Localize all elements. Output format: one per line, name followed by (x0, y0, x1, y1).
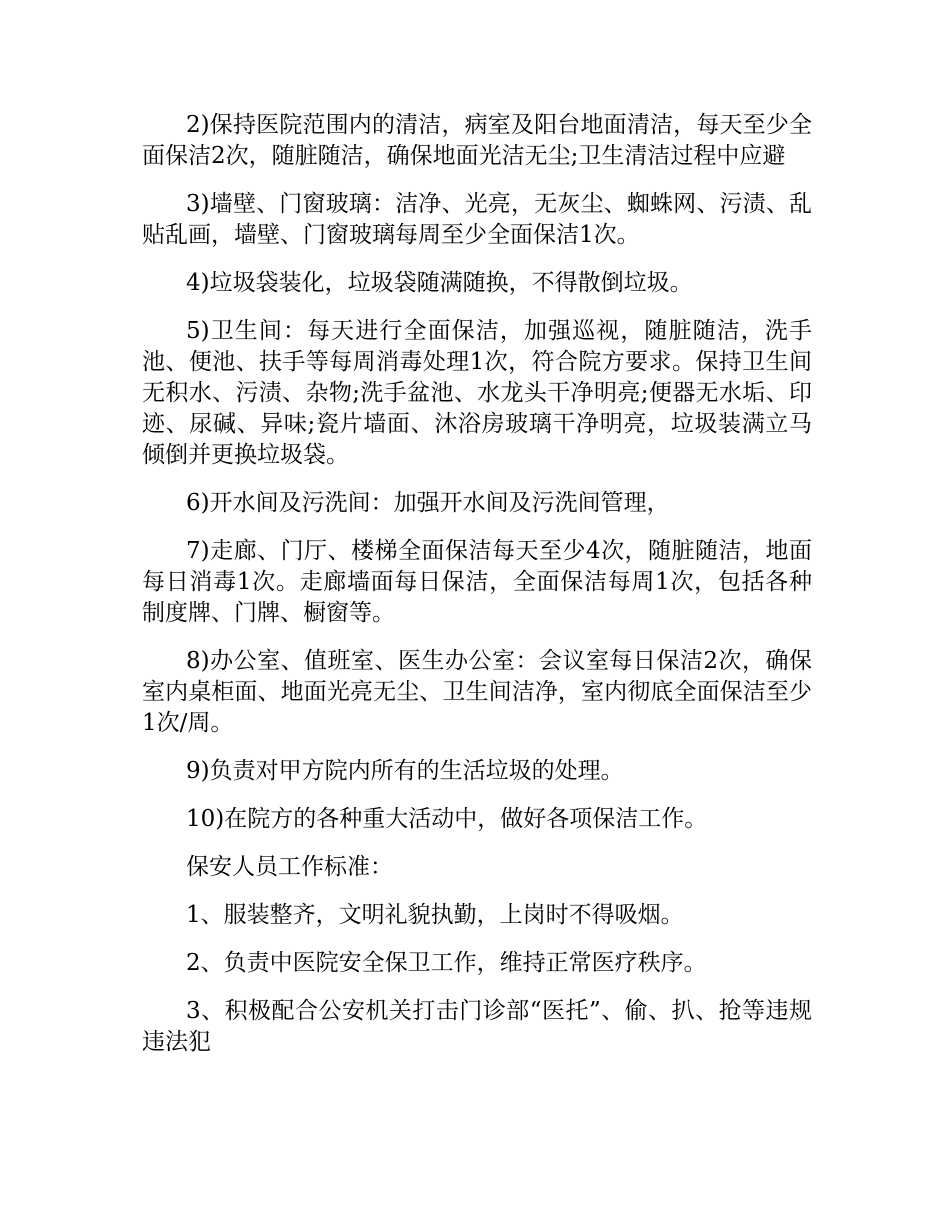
security-item-3: 3、积极配合公安机关打击门诊部“医托”、偷、扒、抢等违规违法犯 (142, 998, 812, 1055)
paragraph-item-3: 3)墙壁、门窗玻璃：洁净、光亮，无灰尘、蜘蛛网、污渍、乱贴乱画，墙壁、门窗玻璃每周至少全面保洁1次。 (142, 191, 812, 248)
paragraph-item-7: 7)走廊、门厅、楼梯全面保洁每天至少4次，随脏随洁，地面每日消毒1次。走廊墙面每日保洁，全面保洁每周1次，包括各种制度牌、门牌、橱窗等。 (142, 538, 812, 626)
paragraph-item-4: 4)垃圾袋装化，垃圾袋随满随换，不得散倒垃圾。 (186, 270, 693, 296)
section-heading-security: 保安人员工作标准： (186, 854, 393, 880)
paragraph-item-8: 8)办公室、值班室、医生办公室：会议室每日保洁2次，确保室内桌柜面、地面光亮无尘、卫生间洁净，室内彻底全面保洁至少1次/周。 (142, 648, 812, 736)
paragraph-item-10: 10)在院方的各种重大活动中，做好各项保洁工作。 (186, 806, 708, 832)
security-item-1: 1、服装整齐，文明礼貌执勤，上岗时不得吸烟。 (186, 902, 684, 928)
paragraph-item-5: 5)卫生间：每天进行全面保洁，加强巡视，随脏随洁，洗手池、便池、扶手等每周消毒处理1次，符合院方要求。保持卫生间无积水、污渍、杂物;洗手盆池、水龙头干净明亮;便器无水垢、印迹、尿碱、异味;瓷片墙面、沐浴房玻璃干净明亮，垃圾装满立马倾倒并更换垃圾袋。 (142, 318, 812, 468)
document-body (142, 110, 812, 1075)
paragraph-item-2: 2)保持医院范围内的清洁，病室及阳台地面清洁，每天至少全面保洁2次，随脏随洁，确保地面光洁无尘;卫生清洁过程中应避 (142, 112, 812, 169)
paragraph-item-6: 6)开水间及污洗间：加强开水间及污洗间管理， (186, 490, 670, 516)
paragraph-item-9: 9)负责对甲方院内所有的生活垃圾的处理。 (186, 758, 624, 784)
security-item-2: 2、负责中医院安全保卫工作，维持正常医疗秩序。 (186, 950, 707, 976)
